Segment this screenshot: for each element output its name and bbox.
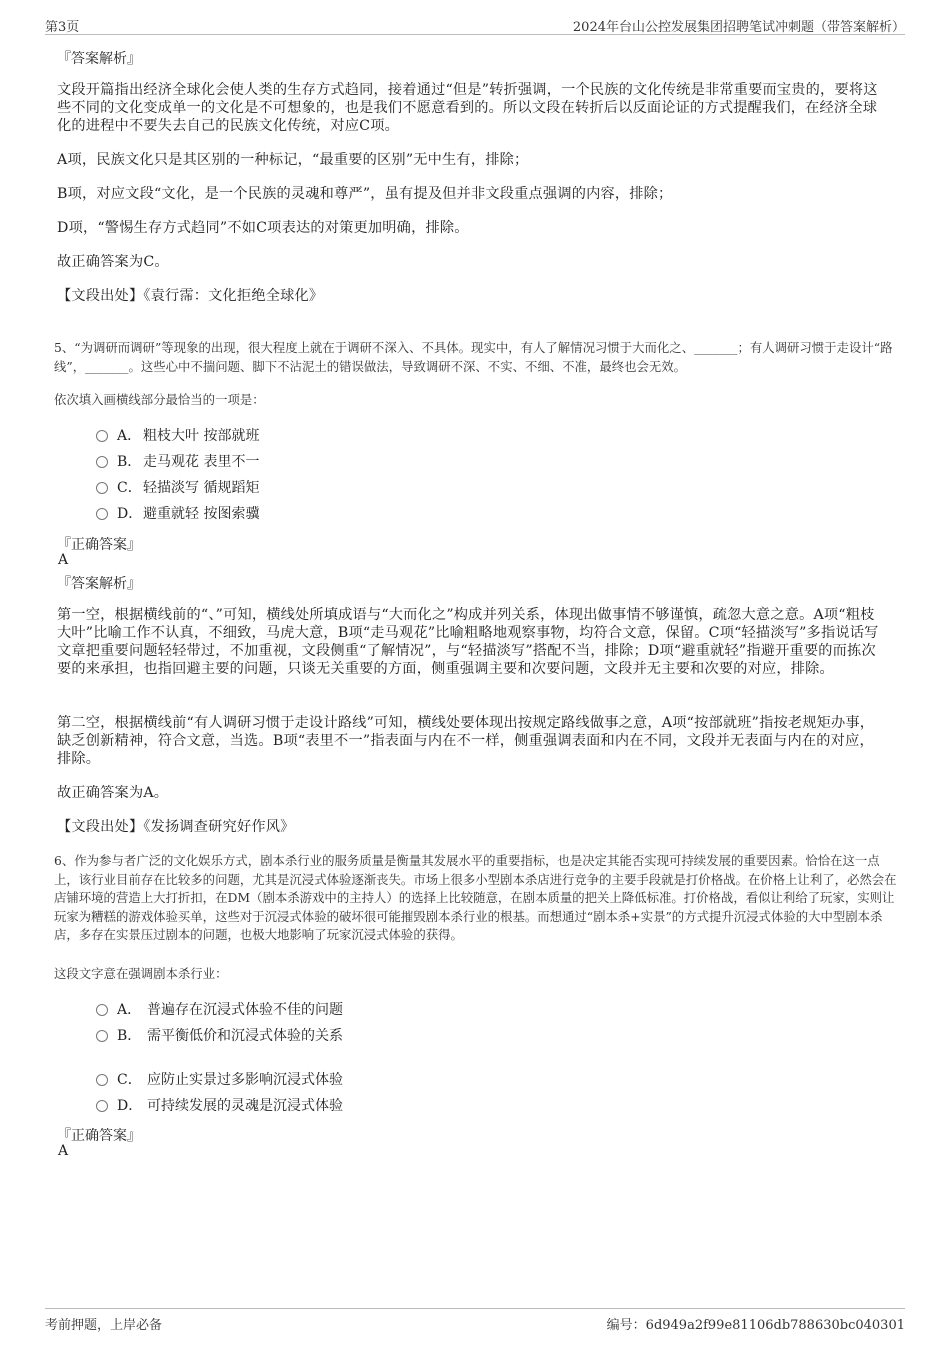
q5-option-d[interactable]: D．避重就轻 按图索骥: [96, 504, 259, 524]
q5-analysis-para1: 第一空，根据横线前的“、”可知，横线处所填成语与“大而化之”构成并列关系，体现出做事情不够谨慎，疏忽大意之意。A项“粗枝大叶”比喻工作不认真，不细致，马虎大意，B项“走马观花”比喻粗略地观察事物，均符合文意，保留。C项“轻描淡写”多指说话写文章把重要问题轻轻带过，不加重视，文段侧重“了解情况”，与“轻描淡写”搭配不当，排除；D项“避重就轻”指避开重要的而拣次要的来承担，也指回避主要的问题，只谈无关重要的方面，侧重强调主要和次要问题，文段并无主要和次要的对应，排除。: [57, 607, 879, 677]
q6-option-a[interactable]: A． 普遍存在沉浸式体验不佳的问题: [96, 1000, 343, 1020]
q4-source: 【文段出处】《袁行霈：文化拒绝全球化》: [57, 288, 324, 304]
radio-icon[interactable]: [96, 430, 108, 442]
q5-source: 【文段出处】《发扬调查研究好作风》: [57, 819, 295, 835]
q5-stem: 5、“为调研而调研”等现象的出现，很大程度上就在于调研不深入、不具体。现实中，有人了解情况习惯于大而化之、_______；有人调研习惯于走设计“路线”，_______。这些心中不揣问题、脚下不沾泥土的错误做法，导致调研不深、不实、不细、不准，最终也会无效。: [54, 340, 893, 374]
page-header: [45, 14, 905, 35]
q4-conclusion: 故正确答案为C。: [57, 254, 169, 270]
q5-conclusion: 故正确答案为A。: [57, 785, 169, 801]
footer-slogan: 考前押题，上岸必备: [45, 1318, 163, 1333]
q5-correct-label: 『正确答案』: [57, 537, 141, 553]
page-footer: [45, 1308, 905, 1331]
radio-icon[interactable]: [96, 482, 108, 494]
q6-option-b[interactable]: B． 需平衡低价和沉浸式体验的关系: [96, 1026, 343, 1046]
radio-icon[interactable]: [96, 1100, 108, 1112]
document-title: 2024年台山公控发展集团招聘笔试冲刺题（带答案解析）: [572, 20, 905, 35]
q6-option-d[interactable]: D． 可持续发展的灵魂是沉浸式体验: [96, 1096, 343, 1116]
q4-analysis-label: 『答案解析』: [57, 51, 141, 67]
q5-analysis-para2: 第二空，根据横线前“有人调研习惯于走设计路线”可知，横线处要体现出按规定路线做事之意，A项“按部就班”指按老规矩办事，缺乏创新精神，符合文意，当选。B项“表里不一”指表面与内在不一样，侧重强调表面和内在不同，文段并无表面与内在的对应，排除。: [57, 715, 875, 767]
radio-icon[interactable]: [96, 1004, 108, 1016]
q4-analysis-para2: A项，民族文化只是其区别的一种标记，“最重要的区别”无中生有，排除；: [57, 152, 529, 168]
q6-correct-answer: A: [58, 1143, 69, 1159]
q5-option-a[interactable]: A． 粗枝大叶 按部就班: [96, 426, 259, 446]
document-code: 编号：6d949a2f99e81106db788630bc040301: [606, 1318, 905, 1333]
q4-analysis-para4: D项，“警惕生存方式趋同”不如C项表达的对策更加明确，排除。: [57, 220, 469, 236]
radio-icon[interactable]: [96, 508, 108, 520]
q5-option-b[interactable]: B． 走马观花 表里不一: [96, 452, 259, 472]
q5-prompt: 依次填入画横线部分最恰当的一项是：: [54, 392, 265, 407]
page-number: 第3页: [45, 20, 80, 35]
radio-icon[interactable]: [96, 456, 108, 468]
q4-analysis-para3: B项，对应文段“文化，是一个民族的灵魂和尊严”，虽有提及但并非文段重点强调的内容，排除；: [57, 186, 673, 202]
q4-analysis-para1: 文段开篇指出经济全球化会使人类的生存方式趋同，接着通过“但是”转折强调，一个民族的文化传统是非常重要而宝贵的，要将这些不同的文化变成单一的文化是不可想象的，也是我们不愿意看到的。所以文段在转折后以反面论证的方式提醒我们，在经济全球化的进程中不要失去自己的民族文化传统，对应C项。: [57, 82, 878, 134]
q6-correct-label: 『正确答案』: [57, 1128, 141, 1144]
q5-correct-answer: A: [58, 552, 69, 568]
q5-option-c[interactable]: C．轻描淡写 循规蹈矩: [96, 478, 259, 498]
radio-icon[interactable]: [96, 1074, 108, 1086]
q6-stem: 6、作为参与者广泛的文化娱乐方式，剧本杀行业的服务质量是衡量其发展水平的重要指标，也是决定其能否实现可持续发展的重要因素。恰恰在这一点上，该行业目前存在比较多的问题，尤其是沉浸式体验逐渐丧失。市场上很多小型剧本杀店进行竞争的主要手段就是打价格战。在价格上让利了，必然会在店铺环境的营造上大打折扣，在DM（剧本杀游戏中的主持人）的选择上比较随意，在剧本质量的把关上降低标准。打价格战，看似让利给了玩家，实则让玩家为糟糕的游戏体验买单，这些对于沉浸式体验的破坏很可能摧毁剧本杀行业的根基。而想通过“剧本杀+实景”的方式提升沉浸式体验的大中型剧本杀店，多存在实景压过剧本的问题，也极大地影响了玩家沉浸式体验的获得。: [54, 853, 897, 942]
q6-prompt: 这段文字意在强调剧本杀行业：: [54, 966, 228, 981]
radio-icon[interactable]: [96, 1030, 108, 1042]
q5-analysis-label: 『答案解析』: [57, 576, 141, 592]
q6-option-c[interactable]: C． 应防止实景过多影响沉浸式体验: [96, 1070, 343, 1090]
